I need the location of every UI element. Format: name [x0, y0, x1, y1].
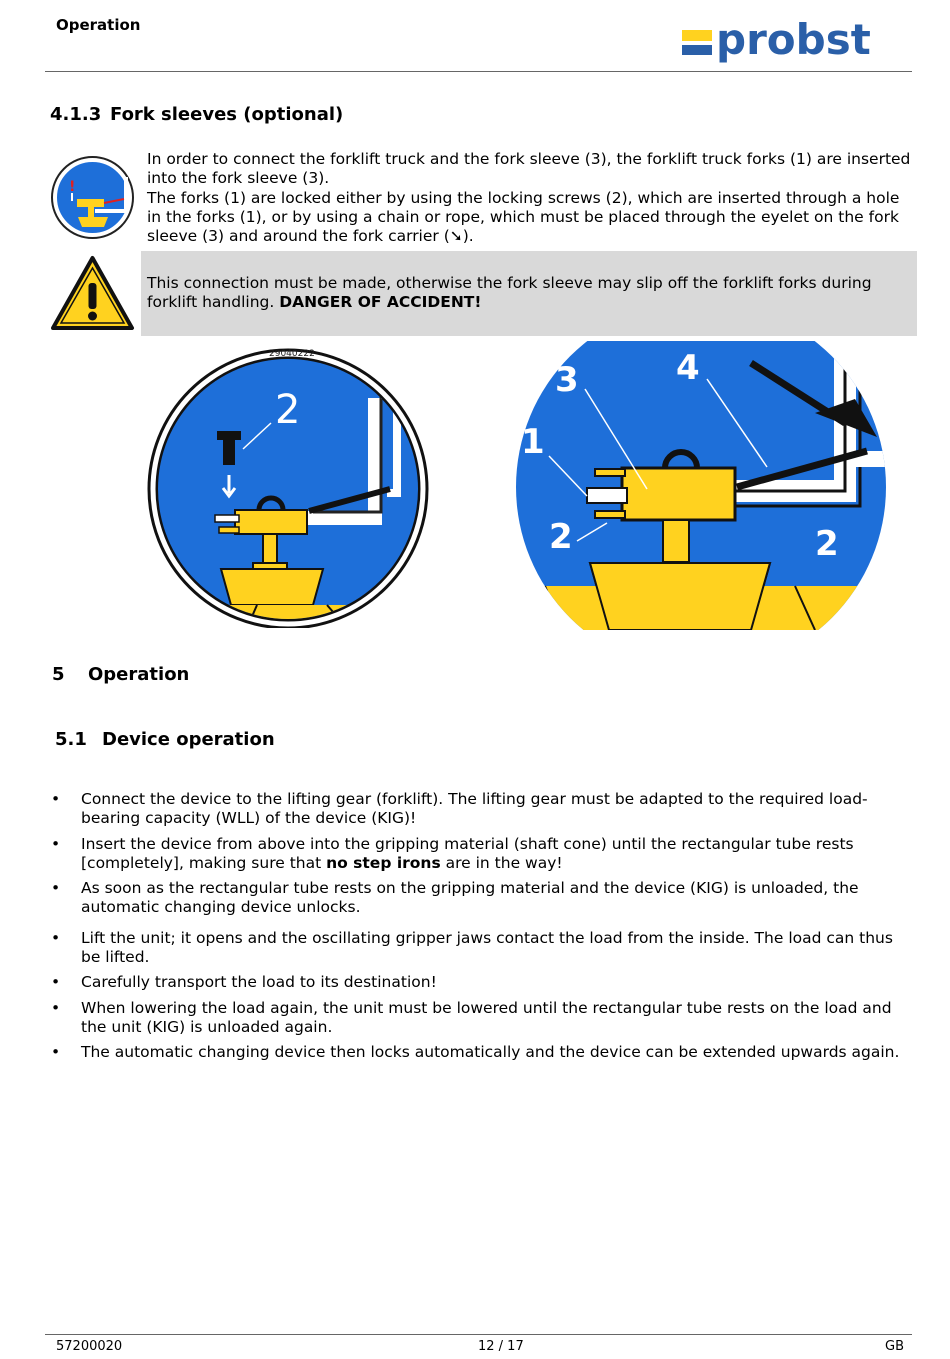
paragraph-2	[147, 189, 912, 247]
figure-label-2-left: 2	[549, 517, 573, 557]
section-number: 5.1	[55, 729, 87, 750]
list-item-text: As soon as the rectangular tube rests on the gripping material and the device (KIG) is unloaded, the automatic changing device unlocks.	[81, 879, 859, 917]
list-item	[48, 790, 914, 829]
section-heading-5	[52, 664, 189, 685]
paragraph-1: In order to connect the forklift truck and the fork sleeve (3), the forklift truck forks (1) are inserted into the fork sleeve (3).	[147, 150, 911, 188]
fork-sleeve-description	[147, 150, 912, 246]
list-item-text: Connect the device to the lifting gear (forklift). The lifting gear must be adapted to the required load-bearing capacity (WLL) of the device (KIG)!	[81, 790, 868, 828]
bullet-icon: •	[51, 928, 61, 947]
section-number: 4.1.3	[50, 104, 102, 125]
figure-code: 29040222	[269, 349, 315, 359]
bullet-icon: •	[51, 1043, 61, 1062]
instruction-icon	[50, 155, 135, 240]
list-item-bold: no step irons	[326, 853, 441, 872]
bullet-icon: •	[51, 879, 61, 898]
list-item	[48, 999, 914, 1038]
list-item-text: Carefully transport the load to its destination!	[81, 973, 437, 992]
fork-sleeve-figure-detail	[515, 341, 888, 630]
figure-label-1: 1	[521, 422, 545, 462]
list-item	[48, 835, 914, 874]
operation-steps-list	[48, 790, 914, 1063]
fork-sleeve-figure-small	[147, 343, 429, 628]
list-item	[48, 973, 914, 992]
list-item-text: The automatic changing device then locks automatically and the device can be extended upwards again.	[81, 1043, 900, 1062]
header-title: Operation	[56, 16, 141, 34]
svg-text:!: !	[69, 179, 76, 195]
warning-triangle-icon	[50, 255, 135, 331]
footer-rule	[45, 1334, 912, 1335]
warning-text	[147, 274, 907, 313]
section-title: Device operation	[102, 729, 275, 750]
bullet-icon: •	[51, 834, 61, 853]
figure-label-3: 3	[555, 360, 579, 400]
footer-language: GB	[885, 1339, 904, 1354]
section-heading-5-1	[55, 729, 275, 750]
svg-text:probst: probst	[716, 18, 871, 64]
bullet-icon: •	[51, 973, 61, 992]
list-item	[48, 879, 914, 918]
figure-label-2-right: 2	[815, 524, 839, 564]
bullet-icon: •	[51, 790, 61, 808]
section-heading-4-1-3	[50, 104, 343, 125]
list-item-text: are in the way!	[440, 853, 563, 872]
paragraph-2-prefix: The forks (1) are locked either by using the locking screws (2), which are inserted through a hole in the forks (1), or by using a chain or rope, which must be placed through the eyelet on the fork sleeve (3) and around the fork carrier (	[147, 188, 900, 246]
footer-page-number: 12 / 17	[478, 1339, 524, 1354]
list-item	[48, 929, 914, 968]
section-title: Fork sleeves (optional)	[110, 104, 344, 125]
danger-label: DANGER OF ACCIDENT!	[279, 293, 482, 312]
header-rule	[45, 71, 912, 72]
list-item-text: Lift the unit; it opens and the oscillating gripper jaws contact the load from the inside. The load can thus be lifted.	[81, 928, 893, 967]
section-title: Operation	[88, 664, 190, 685]
warning-message: This connection must be made, otherwise the fork sleeve may slip off the forklift forks during forklift handling.	[147, 274, 872, 312]
figure-label-2: 2	[275, 387, 301, 433]
list-item	[48, 1043, 914, 1062]
section-number: 5	[52, 664, 65, 685]
figure-label-4: 4	[676, 348, 700, 388]
paragraph-2-suffix: ).	[462, 227, 474, 246]
footer-doc-number: 57200020	[56, 1339, 123, 1354]
list-item-text: When lowering the load again, the unit must be lowered until the rectangular tube rests on the load and the unit (KIG) is unloaded again.	[81, 998, 892, 1036]
arrow-down-right-icon: ➘	[449, 227, 463, 246]
bullet-icon: •	[51, 998, 61, 1017]
list-item-text: Insert the device from above into the gripping material (shaft cone) until the rectangular tube rests [completely], making sure that	[81, 834, 854, 872]
probst-logo	[680, 18, 908, 70]
